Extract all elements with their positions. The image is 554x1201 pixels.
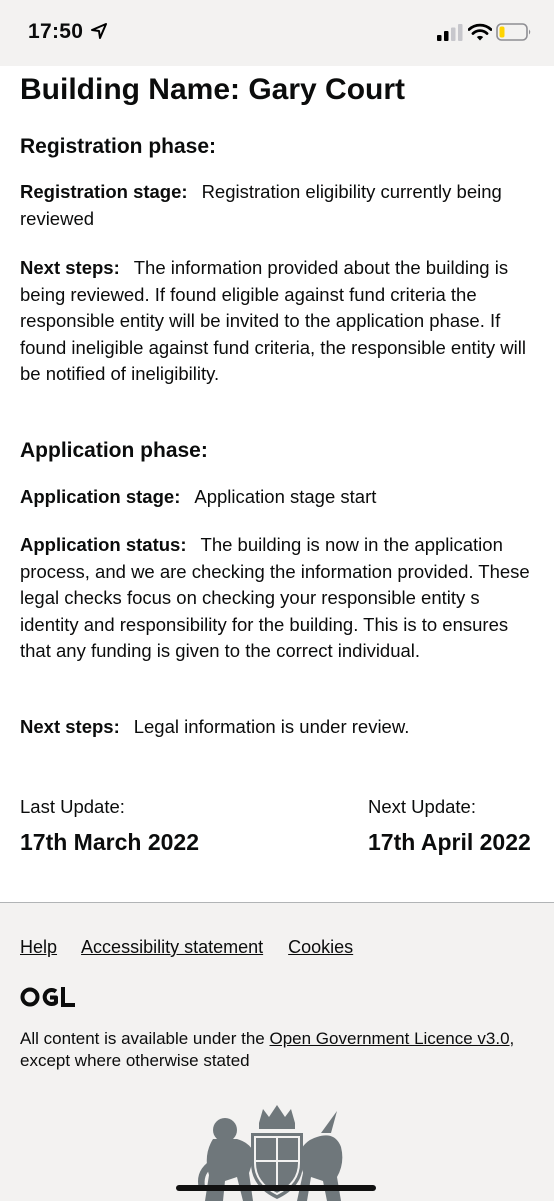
application-next-steps-row (20, 714, 534, 741)
page-title: Building Name: Gary Court (20, 73, 406, 106)
footer-links (20, 937, 373, 958)
application-stage-row (20, 484, 534, 511)
location-arrow-icon (91, 23, 107, 39)
registration-next-steps-value: The information provided about the building is being reviewed. If found eligible against fund criteria the responsible entity will be invited to the application phase. If found ineligible against fund criteria, the responsible entity will be notified of ineligibility. (20, 257, 526, 384)
licence-suffix: , except where otherwise stated (20, 1029, 515, 1070)
cookies-link[interactable]: Cookies (288, 937, 354, 957)
signal-icon (437, 24, 463, 41)
status-bar (0, 0, 554, 66)
footer (0, 902, 554, 1201)
last-update-date: 17th March 2022 (20, 829, 199, 855)
application-next-steps-value: Legal information is under review. (133, 716, 410, 737)
application-stage-label: Application stage: (20, 486, 181, 507)
application-status-value: The building is now in the application process, and we are checking the information provided. These legal checks focus on checking your responsible entity s identity and responsibility for the building. This is to ensures that any funding is given to the correct individual. (20, 534, 530, 661)
wifi-icon (468, 23, 492, 41)
registration-stage-label: Registration stage: (20, 181, 188, 202)
registration-next-steps-label: Next steps: (20, 257, 120, 278)
last-update-label: Last Update: (20, 796, 125, 817)
registration-stage-row (20, 179, 534, 232)
next-update (368, 794, 531, 855)
battery-icon (496, 23, 532, 41)
open-government-licence-link[interactable]: Open Government Licence v3.0 (269, 1029, 510, 1048)
application-next-steps-label: Next steps: (20, 716, 120, 737)
licence-text (20, 1028, 520, 1072)
next-update-label: Next Update: (368, 796, 476, 817)
help-link[interactable]: Help (20, 937, 58, 957)
home-indicator[interactable] (176, 1185, 376, 1191)
application-status-row (20, 532, 534, 665)
registration-phase-heading: Registration phase: (20, 135, 217, 158)
application-phase-heading: Application phase: (20, 439, 208, 462)
registration-stage-value: Registration eligibility currently being reviewed (20, 181, 502, 229)
ogl-logo (20, 985, 76, 1009)
next-update-date: 17th April 2022 (368, 829, 531, 855)
application-stage-value: Application stage start (194, 486, 377, 507)
licence-prefix: All content is available under the (20, 1029, 270, 1048)
last-update (20, 794, 199, 855)
status-time: 17:50 (28, 20, 84, 43)
accessibility-statement-link[interactable]: Accessibility statement (81, 937, 264, 957)
application-status-label: Application status: (20, 534, 187, 555)
registration-next-steps-row (20, 255, 534, 388)
